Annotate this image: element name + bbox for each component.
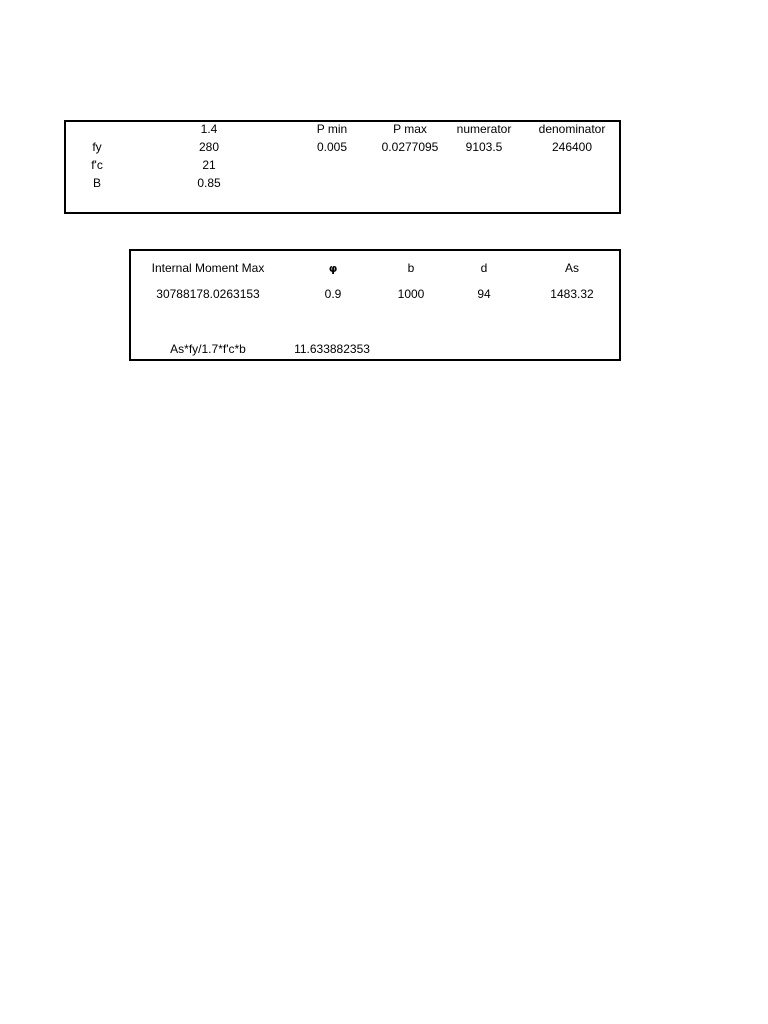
value-as: 1483.32 xyxy=(550,287,594,301)
value-internal-moment-max: 30788178.0263153 xyxy=(156,287,260,301)
header-internal-moment-max: Internal Moment Max xyxy=(151,261,265,275)
header-numerator: numerator xyxy=(456,122,512,136)
header-denominator: denominator xyxy=(538,122,606,136)
value-fc: 21 xyxy=(202,158,216,172)
header-as: As xyxy=(564,261,580,275)
formula-value: 11.633882353 xyxy=(294,342,370,356)
label-beta: B xyxy=(92,176,102,190)
value-fy: 280 xyxy=(198,140,220,154)
header-b: b xyxy=(407,261,415,275)
factor-value: 1.4 xyxy=(200,122,218,136)
value-p-max: 0.0277095 xyxy=(381,140,439,154)
label-fc: f'c xyxy=(91,158,103,172)
header-d: d xyxy=(480,261,488,275)
header-phi: φ xyxy=(328,262,338,275)
value-denominator: 246400 xyxy=(551,140,593,154)
formula-label: As*fy/1.7*f'c*b xyxy=(170,342,246,356)
value-d: 94 xyxy=(477,287,491,301)
value-numerator: 9103.5 xyxy=(465,140,503,154)
label-fy: fy xyxy=(92,140,102,154)
value-p-min: 0.005 xyxy=(316,140,348,154)
value-b: 1000 xyxy=(397,287,425,301)
header-p-max: P max xyxy=(393,122,427,136)
value-phi: 0.9 xyxy=(324,287,342,301)
header-p-min: P min xyxy=(316,122,348,136)
value-beta: 0.85 xyxy=(197,176,221,190)
